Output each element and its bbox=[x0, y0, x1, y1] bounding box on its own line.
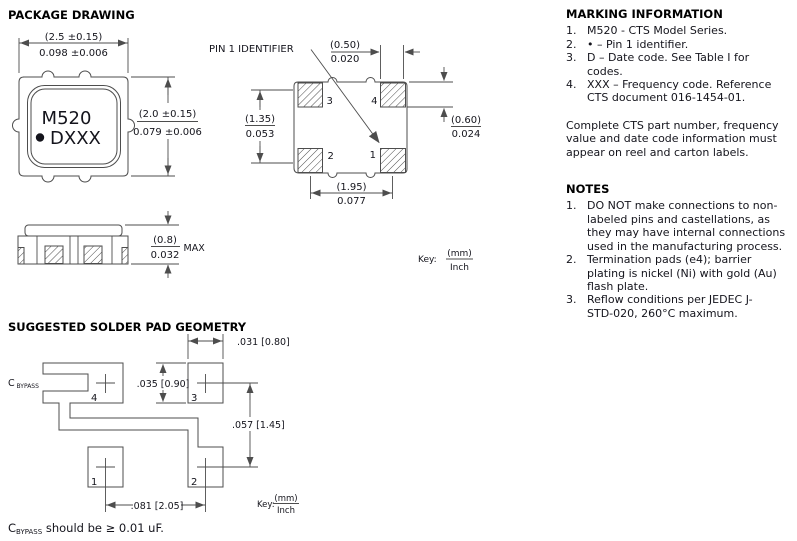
marking-item-4: 4. XXX – Frequency code. Reference CTS document 016-1454-01. bbox=[566, 78, 772, 105]
pad4-trace-pad2-outline bbox=[43, 363, 223, 487]
package-bottom-view-dimensions bbox=[209, 40, 481, 273]
dim-width-mm: (2.5 ±0.15) bbox=[44, 32, 103, 43]
pad-2-hatch bbox=[298, 149, 323, 173]
pad-3-number: 3 bbox=[326, 96, 333, 107]
note-item-3: 3. Reflow conditions per JEDEC J- STD-020, 260°C maximum. bbox=[566, 293, 753, 320]
marking-item-3: 3. D – Date code. See Table I for codes. bbox=[566, 51, 750, 78]
dim-h-mm: (1.95) bbox=[336, 182, 367, 193]
dim-v-in: 0.053 bbox=[245, 129, 275, 140]
marking-information-title: MARKING INFORMATION bbox=[566, 7, 723, 21]
dim-pad-height: .035 [0.90] bbox=[136, 379, 190, 390]
dim-h-pitch: .081 [2.05] bbox=[130, 501, 184, 512]
marking-item-1: 1. M520 - CTS Model Series. bbox=[566, 24, 728, 38]
dim-v-pitch: .057 [1.45] bbox=[232, 420, 285, 431]
solder-pad-dimensions bbox=[106, 334, 300, 516]
pad-1-number: 1 bbox=[369, 150, 376, 161]
cbypass-label: C bbox=[8, 378, 15, 389]
pin1-identifier-label: PIN 1 IDENTIFIER bbox=[209, 44, 294, 55]
dim-width-in: 0.098 ±0.006 bbox=[39, 48, 108, 59]
dim-v-mm: (1.35) bbox=[244, 114, 276, 125]
package-drawing-title: PACKAGE DRAWING bbox=[8, 8, 135, 22]
dim-thickness-max: MAX bbox=[183, 243, 205, 254]
key-inch: Inch bbox=[449, 263, 470, 273]
dim-pad-width: .031 [0.80] bbox=[237, 337, 290, 348]
marking-item-2: 2. • – Pin 1 identifier. bbox=[566, 37, 689, 51]
pad-4-hatch bbox=[381, 83, 406, 107]
marking-model-text: M520 bbox=[41, 108, 92, 129]
solder-pad-1-number: 1 bbox=[91, 477, 98, 488]
solder-pad-4-number: 4 bbox=[91, 393, 98, 404]
dim-notch-mm: (0.50) bbox=[329, 40, 361, 51]
bypass-note: $C_{BYPASS}$ should be ≥ 0.01 uF. bbox=[8, 521, 164, 536]
pad-3-hatch bbox=[298, 83, 323, 107]
dim-h-in: 0.077 bbox=[337, 196, 366, 207]
package-top-view-dimensions bbox=[19, 32, 202, 176]
pad-1-hatch bbox=[381, 149, 406, 173]
marking-code-text: DXXX bbox=[50, 128, 101, 149]
dim-thickness-in: 0.032 bbox=[150, 250, 180, 261]
solder-key-mm: (mm) bbox=[274, 494, 298, 504]
key-mm: (mm) bbox=[447, 249, 472, 259]
dim-pad-in: 0.024 bbox=[451, 129, 481, 140]
notes-title: NOTES bbox=[566, 182, 610, 197]
pad-2-number: 2 bbox=[327, 151, 334, 162]
pad-4-number: 4 bbox=[371, 96, 378, 107]
package-side-view-dimensions bbox=[125, 211, 205, 278]
solder-pad-geometry bbox=[8, 363, 258, 512]
solder-pad-3-number: 3 bbox=[191, 393, 198, 404]
dim-notch-in: 0.020 bbox=[330, 54, 360, 65]
solder-key-label: Key: bbox=[257, 500, 275, 510]
dim-height-in: 0.079 ±0.006 bbox=[133, 127, 202, 138]
package-side-view bbox=[18, 225, 128, 264]
solder-pad-title: SUGGESTED SOLDER PAD GEOMETRY bbox=[8, 320, 247, 334]
package-top-view bbox=[13, 71, 135, 182]
pin1-dot-icon bbox=[36, 133, 44, 141]
marking-paragraph: Complete CTS part number, frequency value and date code information must appear on reel and carton labels. bbox=[566, 118, 779, 159]
dim-pad-mm: (0.60) bbox=[450, 115, 482, 126]
right-column bbox=[566, 8, 797, 320]
cbypass-label-sub: BYPASS bbox=[16, 383, 39, 390]
package-bottom-view bbox=[294, 78, 407, 178]
dim-height-mm: (2.0 ±0.15) bbox=[138, 109, 197, 120]
solder-pad-2-number: 2 bbox=[191, 477, 198, 488]
note-item-2: 2. Termination pads (e4); barrier plating is nickel (Ni) with gold (Au) flash plate. bbox=[566, 253, 777, 293]
note-item-1: 1. DO NOT make connections to non- labeled pins and castellations, as they may have internal connections used in the manufacturing process. bbox=[566, 199, 786, 253]
key-label: Key: bbox=[418, 255, 437, 265]
dim-thickness-mm: (0.8) bbox=[153, 235, 177, 246]
solder-key-inch: Inch bbox=[277, 506, 295, 516]
